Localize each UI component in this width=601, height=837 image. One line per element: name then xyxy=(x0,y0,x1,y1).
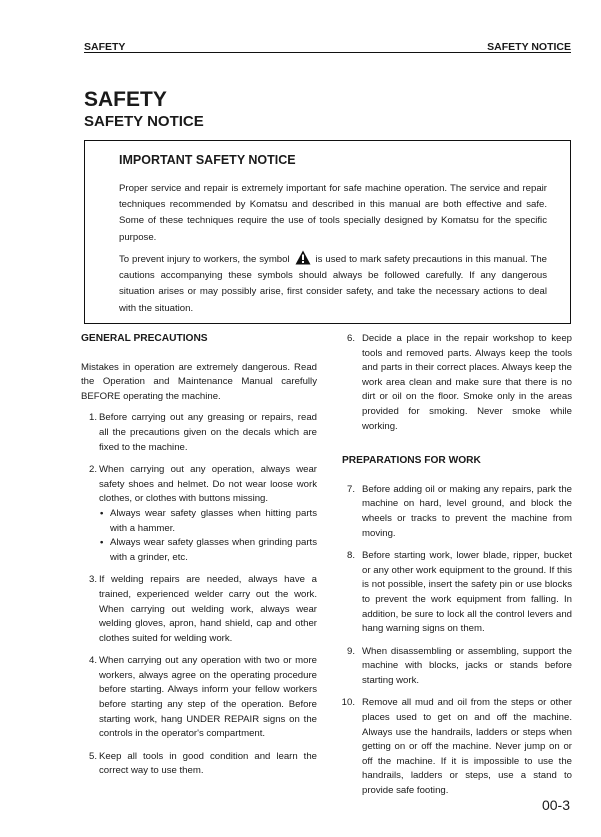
notice-heading: IMPORTANT SAFETY NOTICE xyxy=(119,153,296,167)
item-text: When carrying out any operation, always wear safety shoes and helmet. Do not wear loose work clothes, or clothes with buttons missing. xyxy=(99,464,317,505)
notice-p2-after: is used to mark safety precautions in this manual. The cautions accompanying these symbols should always be followed carefully. If any dangerous situation arises or may possibly arise, first consider safety, and take the necessary actions to deal with the situation. xyxy=(119,254,548,314)
item-number: 7. xyxy=(346,483,355,495)
right-column xyxy=(342,332,572,799)
item-text: Remove all mud and oil from the steps or other places used to get on and off the machine. Always use the handrails, ladders or steps when getting on or off the machine. Never jump on or off the machine. If it is impossible to use the handrails, ladders or steps, use a stand to provide safe footing. xyxy=(362,697,572,797)
item-text: Before carrying out any greasing or repairs, read all the precautions given on the decals which are fixed to the machine. xyxy=(99,412,317,453)
list-item xyxy=(81,750,317,779)
left-column xyxy=(81,332,317,779)
item-text: Before adding oil or making any repairs, park the machine on hard, level ground, and block the wheels or tracks to prevent the machine from moving. xyxy=(362,483,572,539)
list-item xyxy=(81,463,317,507)
notice-p2-before: To prevent injury to workers, the symbol xyxy=(119,254,290,265)
header-topic-label: SAFETY NOTICE xyxy=(487,41,571,53)
general-intro: Mistakes in operation are extremely dangerous. Read the Operation and Maintenance Manual carefully BEFORE operating the machine. xyxy=(81,361,317,402)
item-text: If welding repairs are needed, always have a trained, experienced welder carry out the work. When carrying out welding work, always wear welding gloves, apron, hand shield, cap and other clothes suited for welding work. xyxy=(99,574,317,644)
item-number: 10. xyxy=(341,697,355,709)
bullet-text: Always wear safety glasses when grinding parts with a grinder, etc. xyxy=(110,537,317,563)
list-item xyxy=(81,411,317,455)
list-item xyxy=(81,573,317,646)
item-text: Keep all tools in good condition and learn the correct way to use them. xyxy=(99,750,317,777)
page-number: 00-3 xyxy=(541,797,570,813)
notice-paragraph-1: Proper service and repair is extremely important for safe machine operation. The service and repair techniques recommended by Komatsu and described in this manual are both effective and safe. Some of these techniques require the use of tools specially designed by Komatsu for the specific purpose. xyxy=(119,183,547,243)
item-number: 6. xyxy=(346,333,355,344)
bullet-item xyxy=(81,536,317,565)
general-precautions-heading: GENERAL PRECAUTIONS xyxy=(81,333,208,344)
list-item xyxy=(342,549,572,637)
page-subtitle: SAFETY NOTICE xyxy=(84,113,204,130)
list-item xyxy=(342,645,572,689)
page-title: SAFETY xyxy=(84,88,167,111)
item-number: 5. xyxy=(88,750,97,762)
bullet-item xyxy=(81,507,317,536)
list-item xyxy=(342,483,572,541)
bullet-icon: • xyxy=(100,507,104,519)
warning-triangle-icon xyxy=(295,250,311,265)
running-header xyxy=(84,30,571,53)
notice-paragraph-2 xyxy=(119,250,547,317)
bullet-text: Always wear safety glasses when hitting parts with a hammer. xyxy=(110,507,317,534)
important-safety-notice-box xyxy=(84,140,571,324)
header-section-label: SAFETY xyxy=(84,41,126,53)
item-number: 8. xyxy=(346,550,355,562)
item-number: 9. xyxy=(346,645,355,657)
bullet-icon: • xyxy=(100,537,104,549)
item-text: Decide a place in the repair workshop to keep tools and removed parts. Always keep the tools and parts in their correct places. Always keep the work area clean and make sure that there is no dirt or oil on the floor. Smoke only in the areas provided for smoking. Never smoke while working. xyxy=(362,333,572,432)
item-number: 1. xyxy=(88,412,97,424)
preparations-heading: PREPARATIONS FOR WORK xyxy=(342,455,481,467)
item-number: 4. xyxy=(88,655,97,667)
item-text: Before starting work, lower blade, ripper, bucket or any other work equipment to the ground. If this is not possible, insert the safety pin or use blocks to prevent the work equipment from falling. In addition, be sure to lock all the control levers and hang warning signs on them. xyxy=(362,550,572,635)
list-item xyxy=(342,332,572,434)
item-text: When carrying out any operation with two or more workers, always agree on the operating procedure before starting. Always inform your fellow workers before starting any step of the operation. Before starting work, hang UNDER REPAIR signs on the controls in the operator's compartment. xyxy=(99,655,317,740)
item-number: 3. xyxy=(88,574,97,586)
item-text: When disassembling or assembling, support the machine with blocks, jacks or stands before starting work. xyxy=(362,645,572,686)
list-item xyxy=(81,654,317,742)
list-item xyxy=(342,696,572,798)
item-number: 2. xyxy=(88,464,97,476)
